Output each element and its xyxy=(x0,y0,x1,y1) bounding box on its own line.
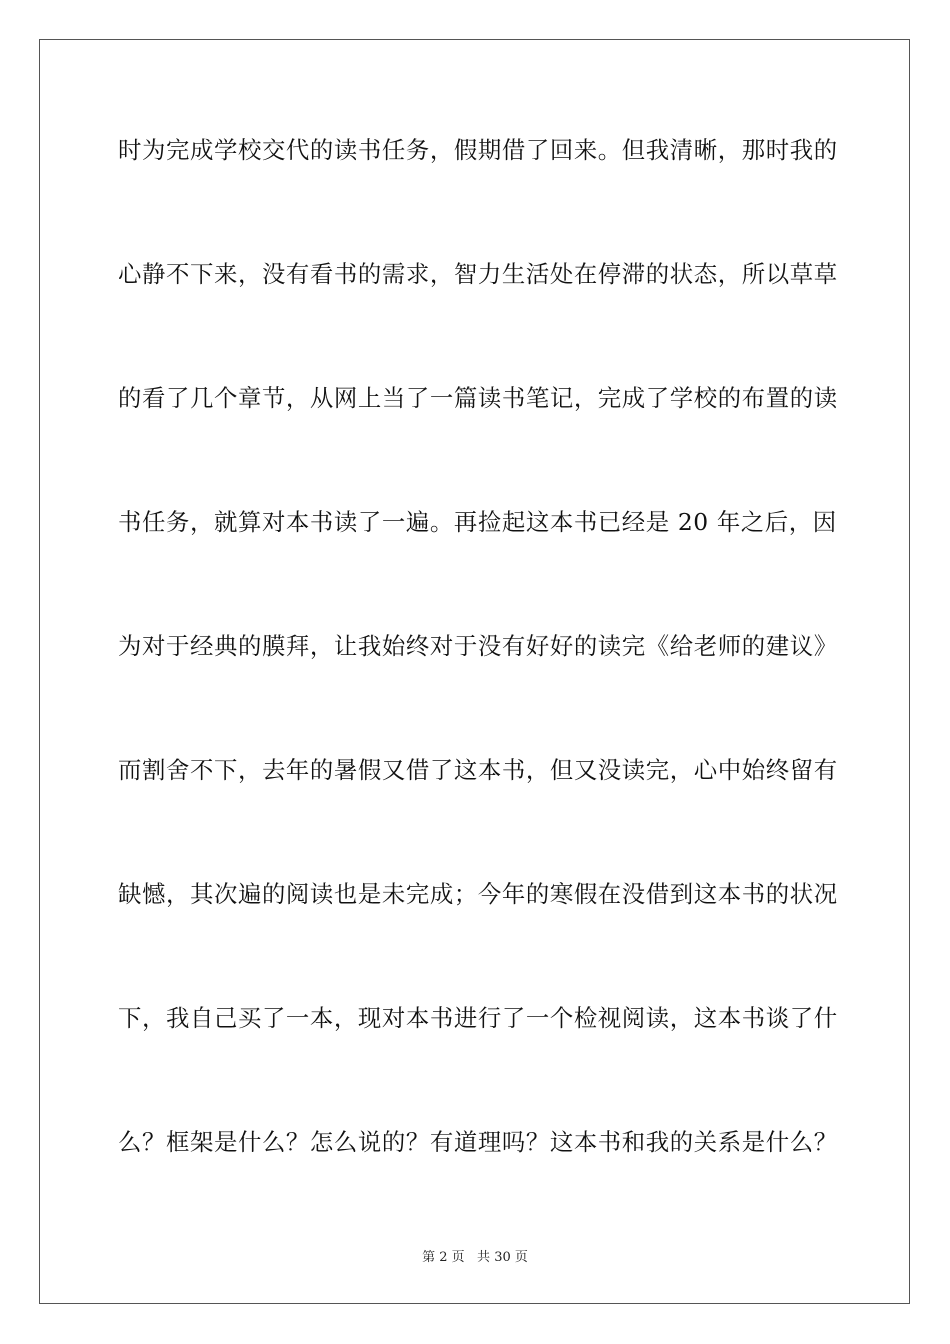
text-line: 么？框架是什么？怎么说的？有道理吗？这本书和我的关系是什么？ xyxy=(118,1128,838,1156)
text-line: 书任务，就算对本书读了一遍。再捡起这本书已经是 20 年之后，因 xyxy=(118,508,837,536)
page-number-footer: 第 2 页 共 30 页 xyxy=(422,1250,528,1265)
text-line: 为对于经典的膜拜，让我始终对于没有好好的读完《给老师的建议》 xyxy=(118,632,838,660)
document-body xyxy=(118,125,838,1241)
text-line: 的看了几个章节，从网上当了一篇读书笔记，完成了学校的布置的读 xyxy=(118,384,838,412)
text-line: 而割舍不下，去年的暑假又借了这本书，但又没读完，心中始终留有 xyxy=(118,756,838,784)
text-line: 时为完成学校交代的读书任务，假期借了回来。但我清晰，那时我的 xyxy=(118,136,838,164)
text-line: 心静不下来，没有看书的需求，智力生活处在停滞的状态，所以草草 xyxy=(118,260,838,288)
text-line: 下，我自己买了一本，现对本书进行了一个检视阅读，这本书谈了什 xyxy=(118,1004,838,1032)
text-line: 缺憾，其次遍的阅读也是未完成；今年的寒假在没借到这本书的状况 xyxy=(118,880,838,908)
